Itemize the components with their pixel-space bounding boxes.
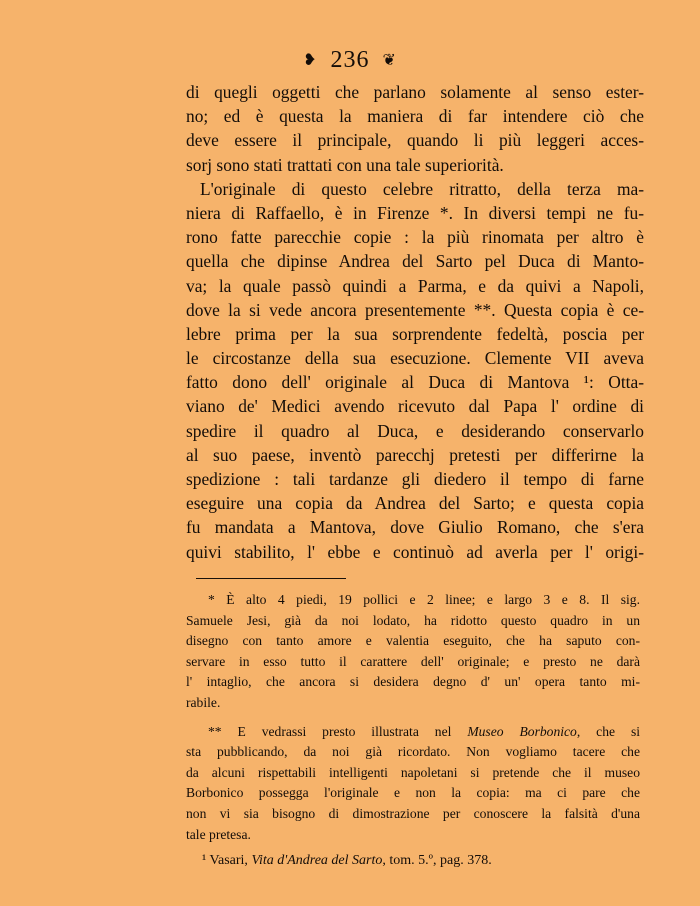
left-ornament-icon: ❥: [303, 52, 318, 69]
body-line: spedizione : tali tardanze gli diedero il tempo di farne: [186, 469, 644, 489]
citation-prefix: ¹ Vasari,: [202, 853, 248, 869]
footnote-line: rabile.: [186, 694, 221, 710]
body-line: le circostanze della sua esecuzione. Clemente VII aveva: [186, 348, 644, 369]
body-line: no; ed è questa la maniera di far intendere ciò che: [186, 106, 644, 127]
body-line: di quegli oggetti che parlano solamente al senso ester-: [186, 82, 644, 102]
museum-title: Museo Borbonico: [467, 723, 577, 739]
body-line: eseguire una copia da Andrea del Sarto; e questa copia: [186, 493, 644, 514]
footnote-line: * È alto 4 piedi, 19 pollici e 2 linee; e largo 3 e 8. Il sig.: [208, 592, 640, 607]
footnote-line: Samuele Jesi, già da noi lodato, ha ridotto questo quadro in un: [186, 612, 640, 628]
body-line: fatto dono dell' originale al Duca di Mantova ¹: Otta-: [186, 372, 644, 393]
page-header: [0, 46, 700, 75]
body-line: L'originale di questo celebre ritratto, della terza ma-: [200, 178, 644, 199]
citation-title: Vita d'Andrea del Sarto: [251, 853, 383, 869]
footnote-line: sta pubblicando, da noi già ricordato. Non vogliamo tacere che: [186, 744, 640, 760]
body-line: al suo paese, inventò parecchj pretesti per differirne la: [186, 444, 644, 465]
footnotes: [186, 590, 640, 872]
body-line: fu mandata a Mantova, dove Giulio Romano, che s'era: [186, 517, 644, 538]
body-line: niera di Raffaello, è in Firenze *. In diversi tempi ne fu-: [186, 202, 644, 223]
body-line: rono fatte parecchie copie : la più rinomata per altro è: [186, 227, 644, 248]
body-line: lebre prima per la sua sorprendente fedeltà, poscia per: [186, 323, 644, 344]
footnote-line: l' intaglio, che ancora si desidera degno d' un' opera tanto mi-: [186, 674, 640, 690]
body-line: dove la si vede ancora presentemente **. Questa copia è ce-: [186, 299, 644, 320]
right-ornament-icon: ❦: [382, 52, 397, 69]
body-line: viano de' Medici avendo ricevuto dal Papa l' ordine di: [186, 396, 644, 417]
footnote-line: da alcuni rispettabili intelligenti napoletani si pretende che il museo: [186, 764, 640, 780]
body-text: [186, 80, 644, 564]
body-line: va; la quale passò quindi a Parma, e da quivi a Napoli,: [186, 275, 644, 296]
footnote-line: tale pretesa.: [186, 826, 251, 842]
citation-footnote: [186, 851, 640, 872]
body-line: spedire il quadro al Duca, e desiderando conservarlo: [186, 420, 644, 441]
footnote-text: , che si: [576, 723, 641, 739]
citation-suffix: , tom. 5.º, pag. 378.: [382, 853, 492, 869]
footnote-gap: [186, 714, 640, 722]
footnote-line: servare in esso tutto il carattere dell' originale; e presto ne darà: [186, 653, 640, 669]
footnote-line: non vi sia bisogno di dimostrazione per conoscere la falsità d'una: [186, 805, 640, 821]
footnote-line: [186, 722, 640, 743]
body-line: quivi stabilito, l' ebbe e continuò ad averla per l' origi-: [186, 541, 644, 562]
page-number: 236: [330, 47, 370, 73]
footnote-divider: [196, 578, 346, 579]
footnote-line: disegno con tanto amore e valentia eseguito, che ha saputo con-: [186, 633, 640, 649]
footnote-line: Borbonico possegga l'originale e non la copia: ma ci pare che: [186, 785, 640, 801]
body-line: quella che dipinse Andrea del Sarto pel Duca di Manto-: [186, 251, 644, 272]
body-line: sorj sono stati trattati con una tale superiorità.: [186, 154, 504, 175]
body-line: deve essere il principale, quando li più leggeri acces-: [186, 130, 644, 151]
footnote-text: ** E vedrassi presto illustrata nel: [208, 723, 452, 739]
